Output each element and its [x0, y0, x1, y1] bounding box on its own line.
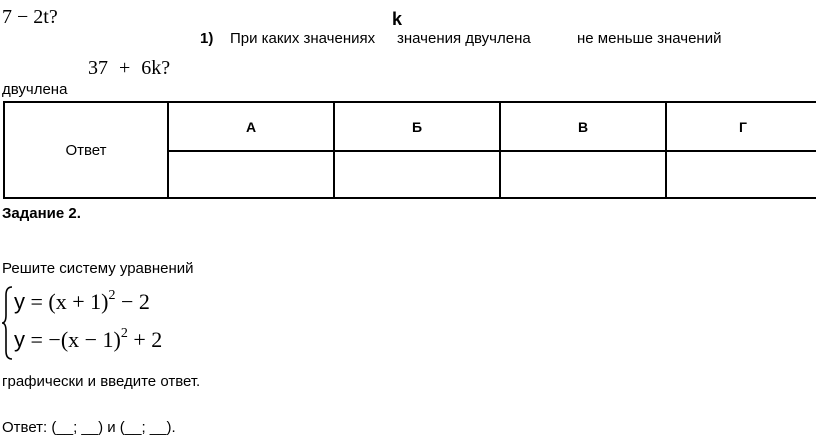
answer-line: Ответ: (__; __) и (__; __).	[2, 419, 176, 436]
system-brace	[2, 285, 14, 361]
question-text-part3: не меньше значений	[577, 30, 722, 47]
question-text-part2: значения двучлена	[397, 30, 531, 47]
column-header-g: Г	[666, 102, 816, 151]
answer-row-label: Ответ	[4, 102, 168, 198]
equation-system	[2, 285, 232, 361]
eq2-rhs-a: = −(x − 1)	[30, 327, 121, 352]
question-number: 1)	[200, 30, 214, 47]
answer-table	[3, 101, 816, 199]
eq2-lhs: y	[14, 327, 25, 352]
answer-cell-a[interactable]	[168, 151, 334, 198]
eq1-exponent: 2	[108, 288, 116, 303]
previous-expression: 7 − 2t?	[2, 6, 58, 28]
eq1-rhs-b: − 2	[115, 289, 150, 314]
eq2-exponent: 2	[120, 326, 128, 341]
eq1-rhs-a: = (x + 1)	[30, 289, 109, 314]
task2-title: Задание 2.	[2, 205, 81, 222]
answer-cell-g[interactable]	[666, 151, 816, 198]
eq1-lhs: y	[14, 289, 25, 314]
answer-cell-b[interactable]	[334, 151, 500, 198]
column-header-v: В	[500, 102, 666, 151]
equation-2	[14, 327, 162, 353]
variable-k: k	[392, 9, 403, 29]
eq2-rhs-b: + 2	[127, 327, 163, 352]
answer-cell-v[interactable]	[500, 151, 666, 198]
equation-1	[14, 289, 150, 315]
second-expression: 37 + 6k?	[88, 57, 171, 79]
column-header-a: А	[168, 102, 334, 151]
column-header-b: Б	[334, 102, 500, 151]
question-text-tail: двучлена	[2, 81, 68, 98]
task2-method: графически и введите ответ.	[2, 373, 201, 390]
task2-instruction: Решите систему уравнений	[2, 260, 194, 277]
question-text-part1: При каких значениях	[230, 30, 376, 47]
